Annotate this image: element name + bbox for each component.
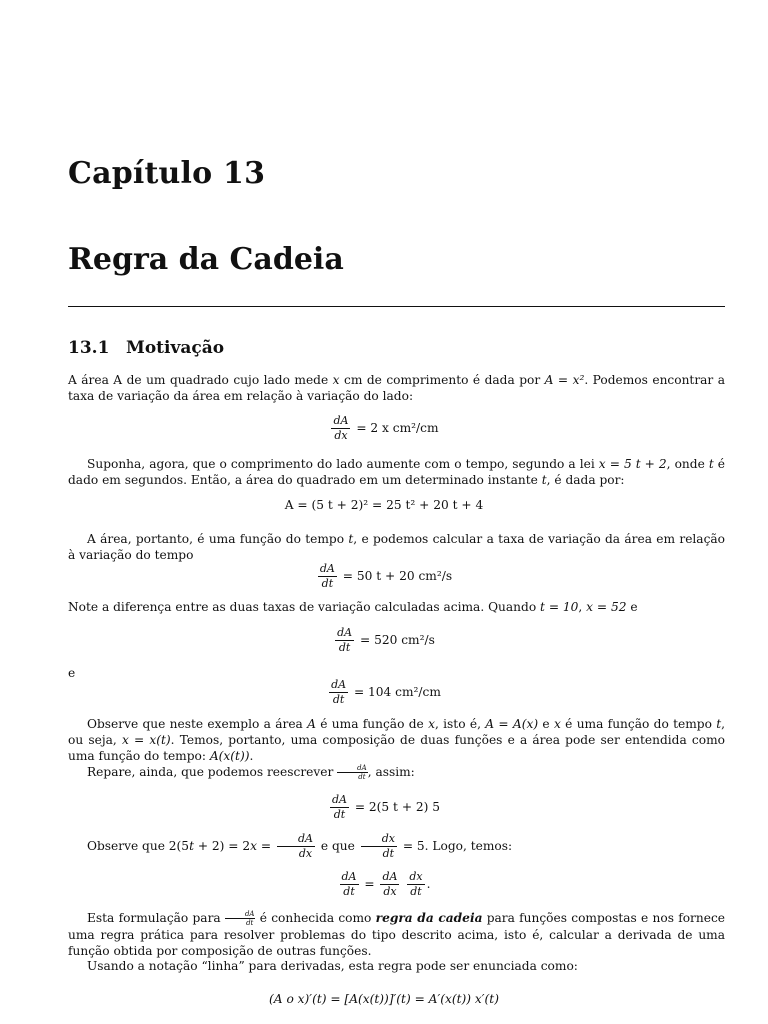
chapter-label: Capítulo 13 [68,156,266,191]
paragraph-1: A área A de um quadrado cujo lado mede x cm de comprimento é dada por A = x². Podemos encontrar a taxa de variação da área em relação à variação do lado: [68,373,725,403]
section-number: 13.1 [68,338,110,358]
paragraph-6: Repare, ainda, que podemos reescrever $\frac{dA}{dt}$ , assim: [87,764,415,781]
paragraph-3: A área, portanto, é uma função do tempo t, e podemos calcular a taxa de variação da área em relação à variação do tempo [68,532,726,562]
paragraph-2: Suponha, agora, que o comprimento do lado aumente com o tempo, segundo a lei x = 5 t + 2, onde t é dado em segundos. Então, a área do quadrado em um determinado instante t, é dada por: [68,457,725,487]
conjunction-e: e [68,666,76,680]
paragraph-5: Observe que neste exemplo a área A é uma função de x, isto é, A = A(x) e x é uma função do tempo t, ou seja, x = x(t). Temos, portanto, uma composição de duas funções e a área pode ser entendida como uma função do tempo: A(x(t)). [68,717,726,763]
equation-7: $\frac{dA}{dt}$ = $\frac{dA}{dx}$ $\frac{dx}{dt}$ . [341,870,431,898]
equation-1: $\frac{dA}{dx}$ = 2 x cm²/cm [333,414,439,442]
chapter-title: Regra da Cadeia [68,242,344,277]
paragraph-7: Observe que 2(5t + 2) = 2x = $\frac{dA}{dx}$ e que $\frac{dx}{dt}$ = 5. Logo, temos: [87,832,513,860]
equation-3: $\frac{dA}{dt}$ = 50 t + 20 cm²/s [319,562,453,590]
regra-da-cadeia-emphasis: regra da cadeia [375,911,483,925]
paragraph-9: Usando a notação “linha” para derivadas, esta regra pode ser enunciada como: [87,959,578,973]
title-rule [68,306,725,307]
equation-5: $\frac{dA}{dt}$ = 104 cm²/cm [331,678,441,706]
paragraph-8: Esta formulação para $\frac{dA}{dt}$ é conhecida como regra da cadeia para funções compostas e nos fornece uma regra prática para resolver problemas do tipo descrito acima, isto é, calcular a derivada de uma função obtida por composição de outras funções. [68,910,725,958]
paragraph-4: Note a diferença entre as duas taxas de variação calculadas acima. Quando t = 10, x = 52 e [68,600,638,614]
section-title: Motivação [126,338,225,358]
equation-2: A = (5 t + 2)² = 25 t² + 20 t + 4 [284,498,484,512]
equation-6: $\frac{dA}{dt}$ = 2(5 t + 2) 5 [331,793,441,821]
equation-8: (A o x)′(t) = [A(x(t))]′(t) = A′(x(t)) x′(t) [269,992,499,1006]
equation-4: $\frac{dA}{dt}$ = 520 cm²/s [337,626,435,654]
section-heading [68,338,224,358]
